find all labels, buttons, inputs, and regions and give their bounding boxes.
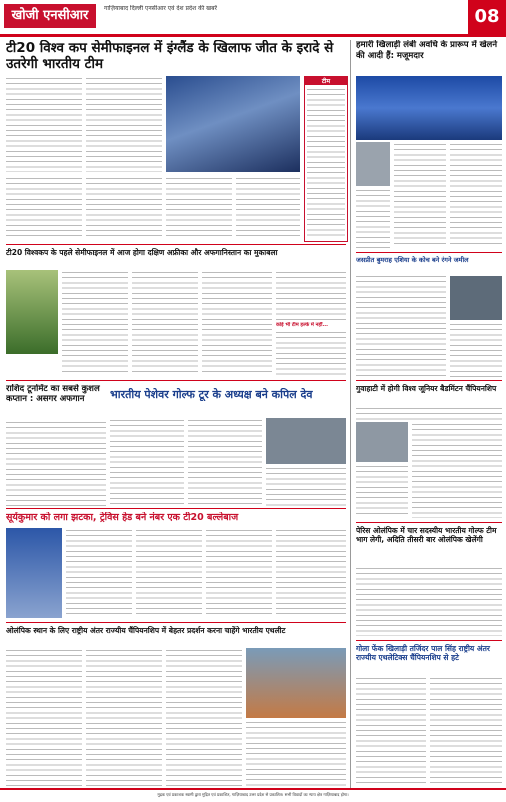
- rashid-headline: राशिद टूर्नामेंट का सबसे कुशल कप्तान : असगर अफगान: [6, 384, 100, 404]
- lead-team-photo: [166, 76, 300, 172]
- afghan-photo: [6, 270, 58, 354]
- section-rule-3: [356, 380, 502, 381]
- gola-headline: गोला फेंक खिलाड़ी तजिंदर पाल सिंह राष्ट्रीय अंतर राज्यीय एथलेटिक्स चैंपियनशिप से हटे: [356, 644, 490, 662]
- guwahati-photo: [356, 422, 408, 462]
- olympic-headline: ओलंपिक स्थान के लिए राष्ट्रीय अंतर राज्यीय चैंपियनशिप में बेहतर प्रदर्शन करना चाहेंगे भारतीय एथलीट: [6, 626, 286, 635]
- olympic-body-3: [166, 648, 242, 786]
- surya-body-3: [206, 528, 272, 618]
- kapil-headline: भारतीय पेशेवर गोल्फ टूर के अध्यक्ष बने कपिल देव: [110, 388, 313, 401]
- mazumdar-photo: [356, 142, 390, 186]
- gola-body-2: [430, 676, 502, 786]
- kapil-body-3: [266, 466, 346, 506]
- surya-body-1: [66, 528, 132, 618]
- right-top-body-3: [356, 188, 390, 248]
- guwahati-headline: गुवाहाटी में होगी विश्व जूनियर बैडमिंटन चैंपियनशिप: [356, 384, 497, 393]
- jaspreet-headline: जसप्रीत बुमराह एशिया के कोच बने रंगने जमील: [356, 256, 469, 264]
- masthead-logo: खोजी एनसीआर: [4, 4, 96, 28]
- gola-body-1: [356, 676, 426, 786]
- afghan-body-5: [276, 330, 346, 376]
- guwahati-body-2: [412, 422, 502, 518]
- women-team-photo: [356, 76, 502, 140]
- section-rule-right: [356, 252, 502, 253]
- section-rule-2: [6, 380, 346, 381]
- section-rule-7: [356, 640, 502, 641]
- paris-body-1: [356, 566, 502, 636]
- section-rule-5: [356, 522, 502, 523]
- jaspreet-body-1: [356, 274, 446, 378]
- lead-body-col3: [6, 176, 82, 240]
- page-number: 08: [468, 0, 506, 34]
- afghan-headline: टी20 विश्वकप के पहले सेमीफाइनल में आज होगा दक्षिण अफ्रीका और अफगानिस्तान का मुकाबला: [6, 248, 278, 257]
- olympic-body-2: [86, 648, 162, 786]
- guwahati-body-3: [356, 464, 408, 518]
- lead-body-col5: [166, 176, 232, 240]
- column-divider: [350, 40, 351, 788]
- team-box: [304, 76, 348, 242]
- right-top-headline: हमारी खिलाड़ी लंबी अवधि के प्रारूप में खेलने की आदी हैं: मजूमदार: [356, 40, 498, 61]
- surya-headline: सूर्यकुमार को लगा झटका, ट्रेविस हेड बने नंबर एक टी20 बल्लेबाज: [6, 512, 239, 523]
- lead-body-col6: [236, 176, 300, 240]
- team-label: टीम: [305, 77, 347, 85]
- jaspreet-photo: [450, 276, 502, 320]
- kapil-body-1: [110, 418, 184, 506]
- section-rule-4: [6, 508, 346, 509]
- afghan-body-3: [202, 270, 272, 376]
- olympic-body-1: [6, 648, 82, 786]
- page-footer: मुद्रक एवं प्रकाशक स्वामी द्वारा मुद्रित एवं प्रकाशित, गाज़ियाबाद उत्तर प्रदेश से प्रकाशित। सभी विवादों का न्याय क्षेत्र गाज़ियाबाद होगा।: [0, 788, 506, 802]
- lead-subhead: कोई भी टीम हल्के में नहीं...: [276, 322, 329, 328]
- olympic-photo: [246, 648, 346, 718]
- surya-body-4: [276, 528, 346, 618]
- surya-body-2: [136, 528, 202, 618]
- right-top-body-2: [450, 142, 502, 248]
- olympic-body-4: [246, 720, 346, 786]
- kapil-body-2: [188, 418, 262, 506]
- afghan-body-4: [276, 270, 346, 320]
- lead-body-col2: [86, 76, 162, 172]
- afghan-body-1: [62, 270, 128, 376]
- section-rule: [6, 244, 346, 245]
- surya-photo: [6, 528, 62, 618]
- paris-headline: पेरिस ओलंपिक में चार सदस्यीय भारतीय गोल्फ टीम भाग लेगी, अदिति तीसरी बार ओलंपिक खेलेंगी: [356, 526, 497, 544]
- lead-body-col1: [6, 76, 82, 172]
- section-rule-6: [6, 622, 346, 623]
- right-top-body-1: [394, 142, 446, 248]
- afghan-body-2: [132, 270, 198, 376]
- team-list: [307, 87, 345, 237]
- lead-body-col4: [86, 176, 162, 240]
- jaspreet-body-2: [450, 322, 502, 378]
- kapil-photo: [266, 418, 346, 464]
- masthead-meta: गाज़ियाबाद दिल्ली एनसीआर एवं देश प्रदेश की खबरें: [104, 5, 217, 12]
- guwahati-body-1: [356, 406, 502, 420]
- lead-headline: टी20 विश्व कप सेमीफाइनल में इंग्लैंड के खिलाफ जीत के इरादे से उतरेगी भारतीय टीम: [6, 40, 334, 72]
- rashid-body: [6, 420, 106, 506]
